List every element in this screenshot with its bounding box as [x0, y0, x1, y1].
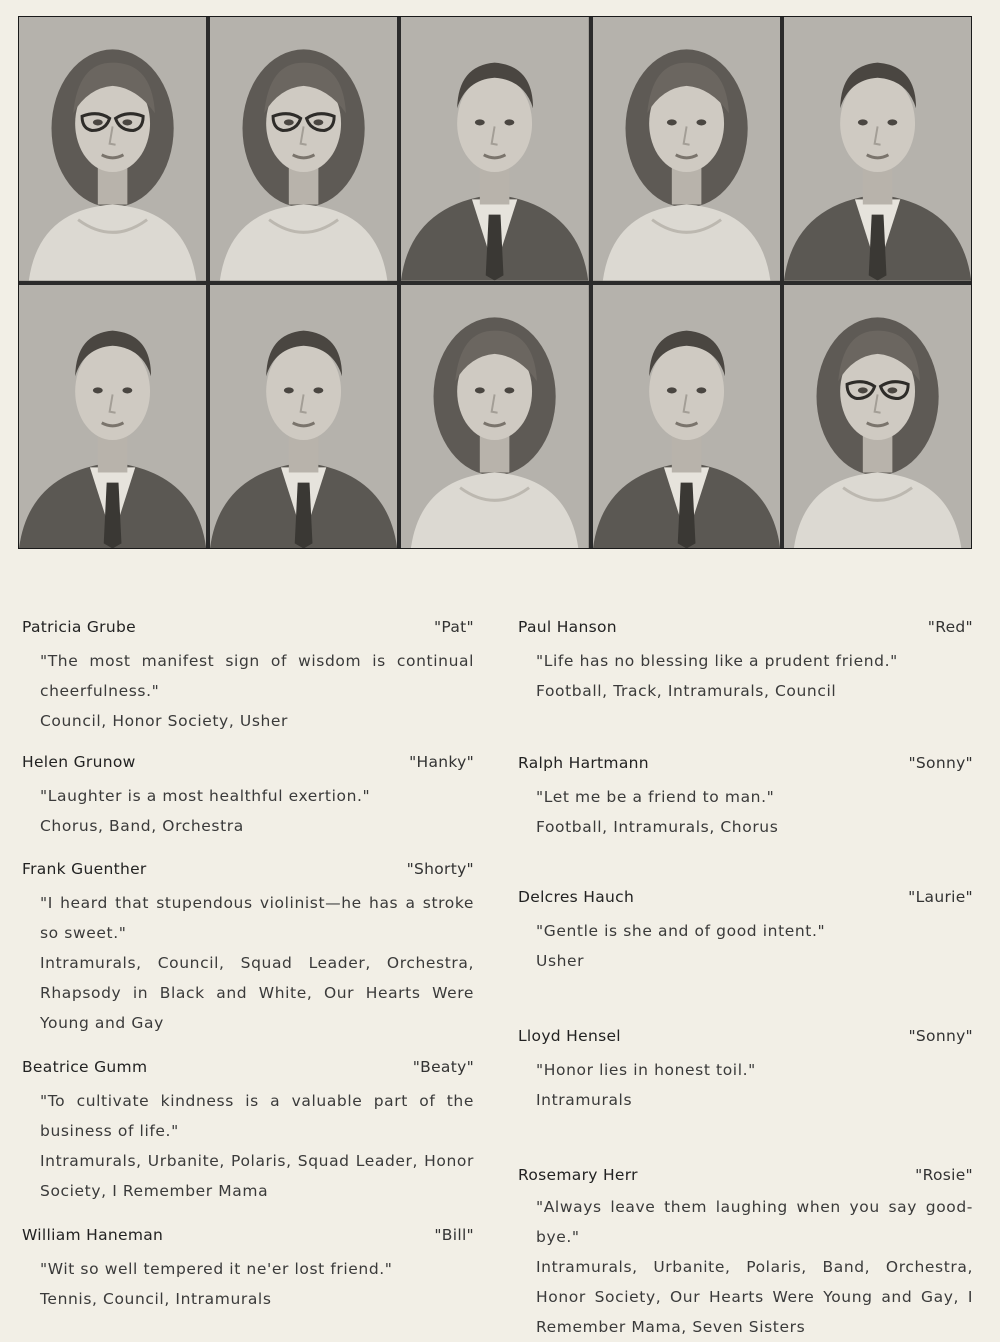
student-quote: "Honor lies in honest toil." [536, 1061, 756, 1079]
student-activities: Chorus, Band, Orchestra [40, 817, 244, 835]
student-portrait [401, 285, 588, 549]
student-nickname: "Red" [927, 618, 973, 636]
student-activities: Usher [536, 952, 585, 970]
student-nickname: "Shorty" [406, 860, 474, 878]
student-nickname: "Sonny" [908, 754, 973, 772]
student-portrait [210, 285, 397, 549]
student-nickname: "Hanky" [409, 753, 474, 771]
entry-william-haneman [22, 1226, 474, 1314]
student-portrait [401, 17, 588, 281]
student-portrait [784, 17, 971, 281]
entry-beatrice-gumm [22, 1058, 474, 1206]
student-activities: Council, Honor Society, Usher [40, 712, 289, 730]
entry-paul-hanson [518, 618, 973, 706]
entry-ralph-hartmann [518, 754, 973, 842]
student-activities: Tennis, Council, Intramurals [40, 1290, 272, 1308]
entry-patricia-grube [22, 618, 474, 736]
student-quote: "Wit so well tempered it ne'er lost friend." [40, 1260, 393, 1278]
student-portrait [19, 17, 206, 281]
student-quote: "I heard that stupendous violinist—he has a stroke so sweet." [40, 894, 474, 942]
student-quote: "The most manifest sign of wisdom is continual cheerfulness." [40, 652, 474, 700]
student-name: Patricia Grube [22, 618, 136, 636]
entry-lloyd-hensel [518, 1027, 973, 1115]
student-activities: Football, Intramurals, Chorus [536, 818, 779, 836]
student-name: Frank Guenther [22, 860, 147, 878]
student-activities: Intramurals, Urbanite, Polaris, Band, Orchestra, Honor Society, Our Hearts Were Young and Gay, I Remember Mama, Seven Sisters [536, 1258, 973, 1336]
student-portrait [19, 285, 206, 549]
entry-helen-grunow [22, 753, 474, 841]
student-nickname: "Rosie" [915, 1166, 973, 1184]
student-quote: "Life has no blessing like a prudent friend." [536, 652, 898, 670]
student-portrait [593, 285, 780, 549]
student-activities: Football, Track, Intramurals, Council [536, 682, 837, 700]
student-nickname: "Beaty" [412, 1058, 474, 1076]
student-name: Paul Hanson [518, 618, 617, 636]
student-portrait [593, 17, 780, 281]
student-nickname: "Bill" [434, 1226, 474, 1244]
entry-rosemary-herr [518, 1166, 973, 1342]
entry-delcres-hauch [518, 888, 973, 976]
student-quote: "To cultivate kindness is a valuable part of the business of life." [40, 1092, 474, 1140]
student-activities: Intramurals, Urbanite, Polaris, Squad Leader, Honor Society, I Remember Mama [40, 1152, 474, 1200]
portrait-grid [18, 16, 972, 549]
student-nickname: "Sonny" [908, 1027, 973, 1045]
student-name: Lloyd Hensel [518, 1027, 621, 1045]
student-name: Rosemary Herr [518, 1166, 638, 1184]
student-quote: "Gentle is she and of good intent." [536, 922, 826, 940]
student-activities: Intramurals, Council, Squad Leader, Orchestra, Rhapsody in Black and White, Our Hearts Were Young and Gay [40, 954, 474, 1032]
student-name: William Haneman [22, 1226, 164, 1244]
student-quote: "Let me be a friend to man." [536, 788, 775, 806]
student-quote: "Laughter is a most healthful exertion." [40, 787, 371, 805]
student-portrait [210, 17, 397, 281]
entry-frank-guenther [22, 860, 474, 1038]
student-name: Ralph Hartmann [518, 754, 649, 772]
student-portrait [784, 285, 971, 549]
student-activities: Intramurals [536, 1091, 633, 1109]
student-nickname: "Pat" [434, 618, 474, 636]
student-name: Delcres Hauch [518, 888, 635, 906]
student-name: Beatrice Gumm [22, 1058, 148, 1076]
student-nickname: "Laurie" [908, 888, 973, 906]
student-quote: "Always leave them laughing when you say good-bye." [536, 1198, 973, 1246]
student-name: Helen Grunow [22, 753, 136, 771]
